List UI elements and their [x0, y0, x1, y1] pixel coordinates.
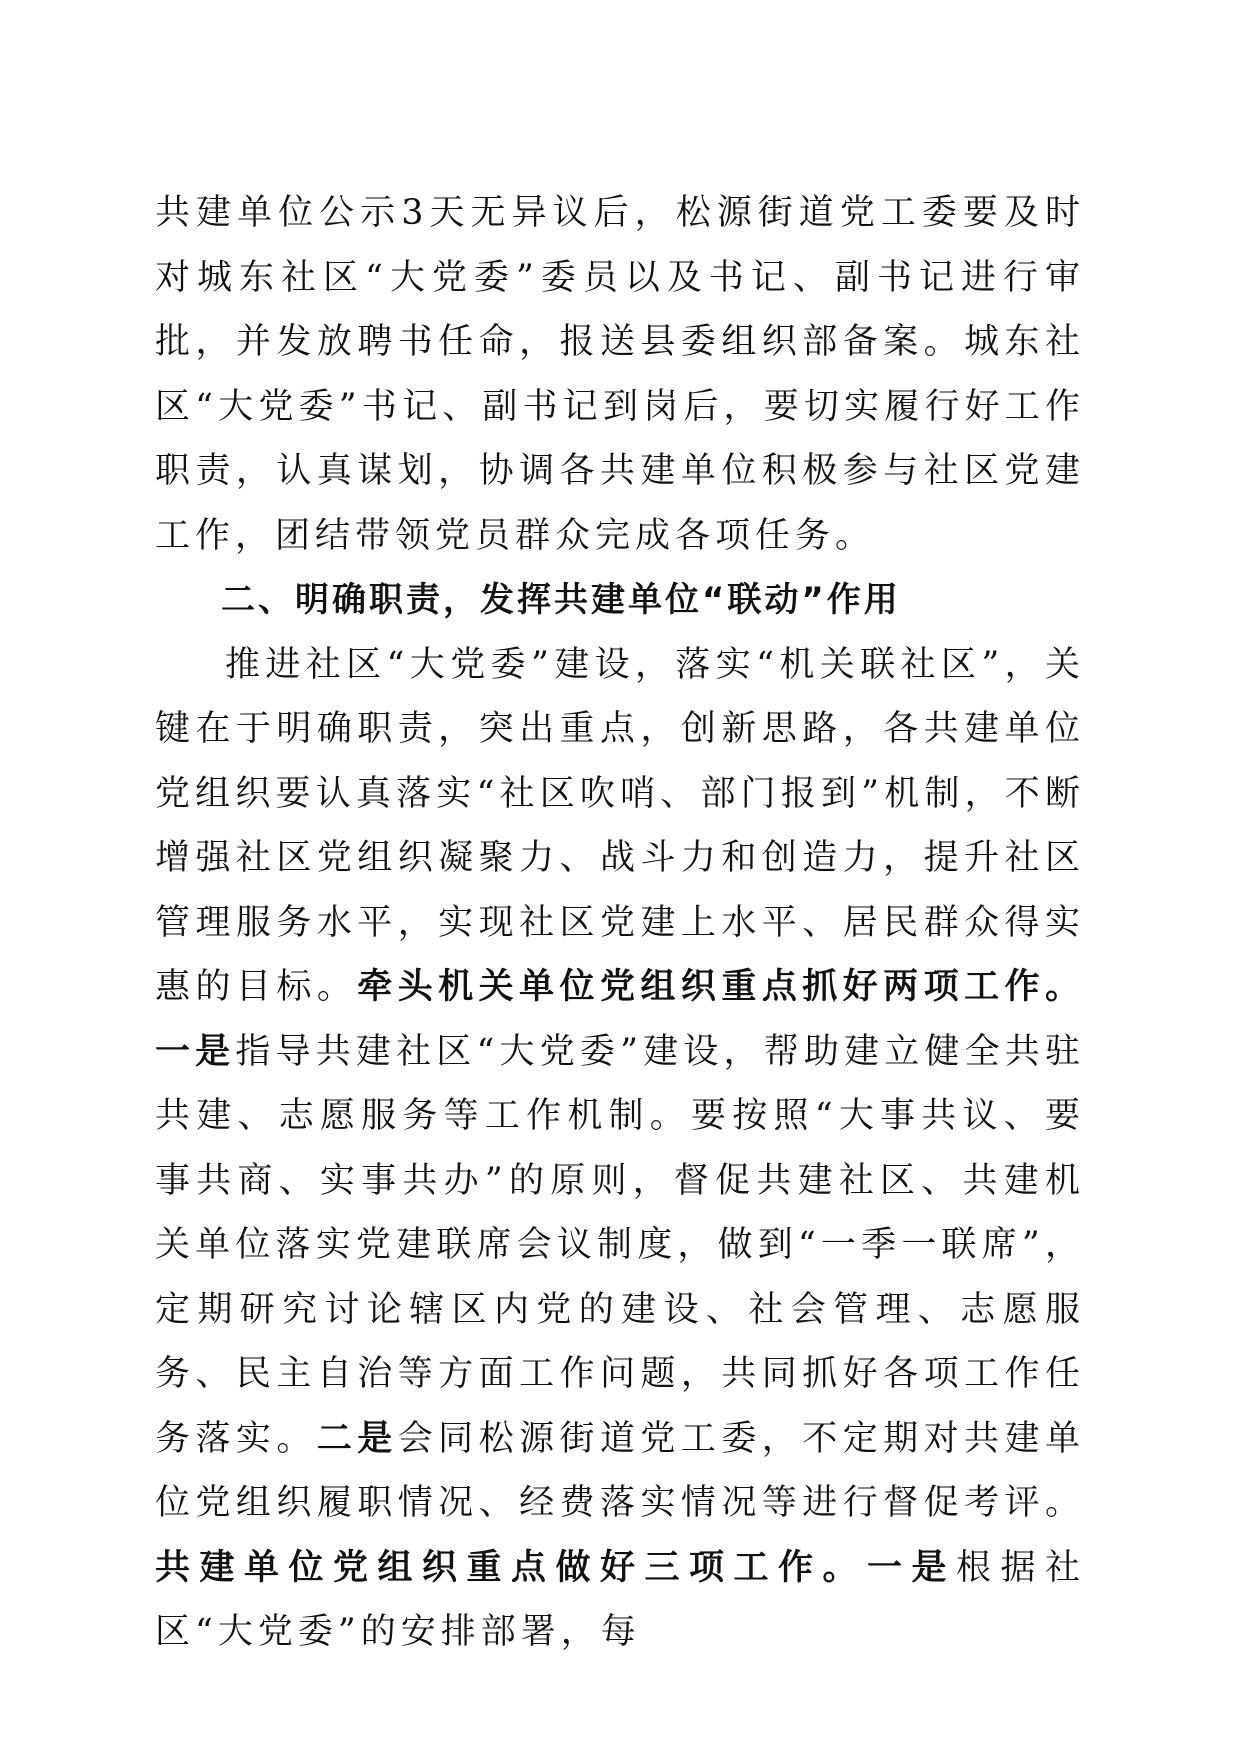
item-two-text: 会同松源街道党工委，不定期对共建单位党组织履职情况、经费落实情况等进行督促考评。 [155, 1418, 1085, 1523]
lead-unit-bold-heading: 牵头机关单位党组织重点抓好两项工作。 [357, 966, 1085, 1007]
paragraph-continuation [155, 181, 1085, 568]
item-one-label: 一是 [155, 1030, 236, 1072]
item-three-text: 根据社区“大党委”的安排部署，每 [155, 1547, 1085, 1652]
item-three-label: 一是 [866, 1546, 956, 1588]
item-one-text: 指导共建社区“大党委”建设，帮助建立健全共驻共建、志愿服务等工作机制。要按照“大事共议、要事共商、实事共办”的原则，督促共建社区、共建机关单位落实党建联席会议制度，做到“一季一联席”，定期研究讨论辖区内党的建设、社会管理、志愿服务、民主自治等方面工作问题，共同抓好各项工作任务落实。 [155, 1031, 1085, 1459]
item-two-label: 二是 [316, 1417, 398, 1459]
paragraph-responsibilities [155, 633, 1085, 1665]
document-body [155, 181, 1085, 1665]
paragraph-intro-text: 推进社区“大党委”建设，落实“机关联社区”，关键在于明确职责，突出重点，创新思路，各共建单位党组织要认真落实“社区吹哨、部门报到”机制，不断增强社区党组织凝聚力、战斗力和创造力，提升社区管理服务水平，实现社区党建上水平、居民群众得实惠的目标。 [155, 644, 1085, 1007]
paragraph-continuation-text: 共建单位公示3天无异议后，松源街道党工委要及时对城东社区“大党委”委员以及书记、副书记进行审批，并发放聘书任命，报送县委组织部备案。城东社区“大党委”书记、副书记到岗后，要切实履行好工作职责，认真谋划，协调各共建单位积极参与社区党建工作，团结带领党员群众完成各项任务。 [155, 193, 1085, 556]
co-build-unit-bold-heading: 共建单位党组织重点做好三项工作。 [155, 1546, 867, 1588]
section-heading: 二、明确职责，发挥共建单位“联动”作用 [221, 580, 901, 620]
